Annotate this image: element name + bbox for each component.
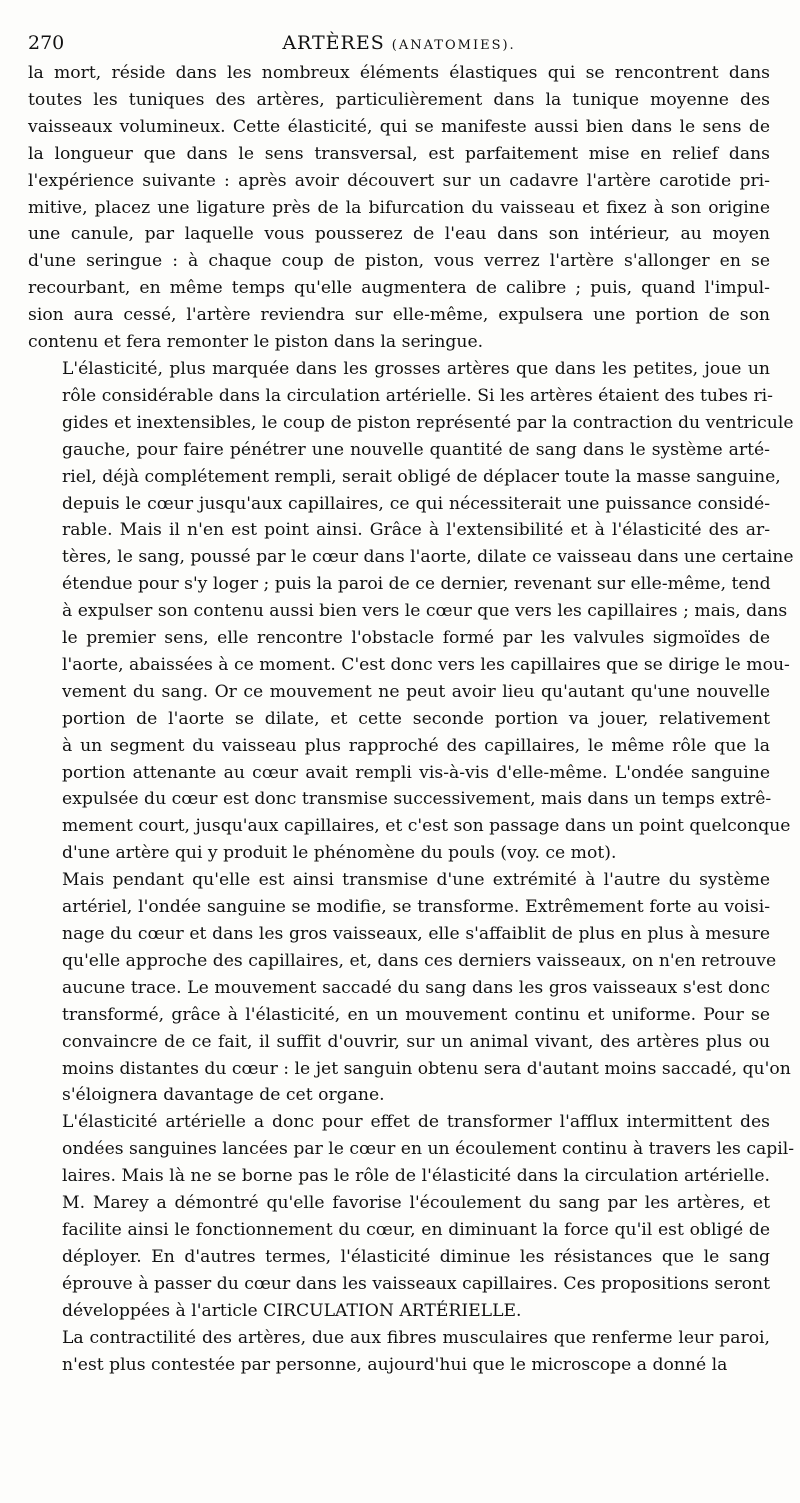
text-line: l'expérience suivante : après avoir découvert sur un cadavre l'artère carotide pri- bbox=[28, 170, 770, 191]
text-line: d'une artère qui y produit le phénomène du pouls (voy. ce mot). bbox=[62, 843, 617, 864]
text-line: depuis le cœur jusqu'aux capillaires, ce qui nécessiterait une puissance considé- bbox=[62, 493, 770, 514]
text-line: riel, déjà complétement rempli, serait obligé de déplacer toute la masse sanguine, bbox=[62, 466, 781, 487]
text-line: la mort, réside dans les nombreux éléments élastiques qui se rencontrent dans bbox=[28, 63, 770, 83]
paragraph bbox=[28, 867, 791, 1109]
text-line: vaisseaux volumineux. Cette élasticité, qui se manifeste aussi bien dans le sens de bbox=[28, 116, 770, 137]
running-head bbox=[28, 30, 770, 56]
text-line: toutes les tuniques des artères, particulièrement dans la tunique moyenne des bbox=[28, 89, 770, 110]
text-line: portion de l'aorte se dilate, et cette seconde portion va jouer, relativement bbox=[62, 708, 770, 729]
text-line: gauche, pour faire pénétrer une nouvelle quantité de sang dans le système arté- bbox=[62, 439, 770, 460]
text-line: recourbant, en même temps qu'elle augmentera de calibre ; puis, quand l'impul- bbox=[28, 278, 770, 299]
text-line: éprouve à passer du cœur dans les vaisseaux capillaires. Ces propositions seront bbox=[62, 1273, 770, 1294]
text-line: la longueur que dans le sens transversal, est parfaitement mise en relief dans bbox=[28, 143, 770, 164]
text-line: La contractilité des artères, due aux fibres musculaires que renferme leur paroi, bbox=[62, 1327, 770, 1348]
text-line: développées à l'article CIRCULATION ARTÉRIELLE. bbox=[62, 1300, 522, 1321]
text-line: L'élasticité, plus marquée dans les grosses artères que dans les petites, joue un bbox=[62, 358, 770, 379]
paragraph bbox=[28, 1109, 795, 1324]
text-line: tères, le sang, poussé par le cœur dans l'aorte, dilate ce vaisseau dans une certaine bbox=[62, 547, 794, 568]
page-number: 270 bbox=[28, 32, 65, 54]
text-line: s'éloignera davantage de cet organe. bbox=[62, 1085, 385, 1106]
text-line: Mais pendant qu'elle est ainsi transmise d'une extrémité à l'autre du système bbox=[62, 870, 770, 891]
text-line: L'élasticité artérielle a donc pour effet de transformer l'afflux intermittent des bbox=[62, 1112, 770, 1133]
text-line: l'aorte, abaissées à ce moment. C'est donc vers les capillaires que se dirige le mou- bbox=[62, 654, 790, 675]
text-line: mement court, jusqu'aux capillaires, et c'est son passage dans un point quelconque bbox=[62, 816, 791, 837]
text-line: déployer. En d'autres termes, l'élasticité diminue les résistances que le sang bbox=[62, 1246, 770, 1267]
text-line: le premier sens, elle rencontre l'obstacle formé par les valvules sigmoïdes de bbox=[62, 628, 770, 649]
text-line: à un segment du vaisseau plus rapproché des capillaires, le même rôle que la bbox=[62, 735, 770, 756]
text-line: laires. Mais là ne se borne pas le rôle de l'élasticité dans la circulation artérielle. bbox=[62, 1166, 770, 1187]
scan-specks bbox=[90, 1462, 770, 1472]
text-line: M. Marey a démontré qu'elle favorise l'écoulement du sang par les artères, et bbox=[62, 1193, 770, 1214]
text-line: n'est plus contestée par personne, aujourd'hui que le microscope a donné la bbox=[62, 1354, 728, 1375]
text-line: expulsée du cœur est donc transmise successivement, mais dans un temps extrê- bbox=[62, 789, 772, 810]
paragraph bbox=[28, 1325, 770, 1379]
text-line: une canule, par laquelle vous pousserez de l'eau dans son intérieur, au moyen bbox=[28, 224, 770, 245]
text-line: sion aura cessé, l'artère reviendra sur elle-même, expulsera une portion de son bbox=[28, 305, 770, 326]
text-line: d'une seringue : à chaque coup de piston, vous verrez l'artère s'allonger en se bbox=[28, 251, 770, 272]
text-line: nage du cœur et dans les gros vaisseaux, elle s'affaiblit de plus en plus à mesure bbox=[62, 924, 770, 944]
header-subtitle: (ANATOMIES). bbox=[391, 38, 516, 53]
text-line: contenu et fera remonter le piston dans la seringue. bbox=[28, 332, 484, 353]
text-line: étendue pour s'y loger ; puis la paroi de ce dernier, revenant sur elle-même, tend bbox=[62, 574, 771, 595]
page-header-title bbox=[28, 30, 770, 59]
header-title: ARTÈRES bbox=[282, 32, 385, 54]
text-line: vement du sang. Or ce mouvement ne peut avoir lieu qu'autant qu'une nouvelle bbox=[62, 681, 770, 702]
text-line: convaincre de ce fait, il suffit d'ouvrir, sur un animal vivant, des artères plus ou bbox=[62, 1031, 770, 1052]
body-text bbox=[28, 60, 795, 1378]
text-line: aucune trace. Le mouvement saccadé du sang dans les gros vaisseaux s'est donc bbox=[62, 977, 770, 998]
text-line: rable. Mais il n'en est point ainsi. Grâce à l'extensibilité et à l'élasticité des ar- bbox=[62, 520, 770, 541]
paragraph bbox=[28, 60, 770, 356]
text-line: artériel, l'ondée sanguine se modifie, se transforme. Extrêmement forte au voisi- bbox=[62, 897, 770, 918]
text-line: portion attenante au cœur avait rempli vis-à-vis d'elle-même. L'ondée sanguine bbox=[62, 762, 770, 783]
text-line: rôle considérable dans la circulation artérielle. Si les artères étaient des tubes ri- bbox=[62, 385, 773, 406]
text-line: ondées sanguines lancées par le cœur en un écoulement continu à travers les capil- bbox=[62, 1139, 795, 1160]
text-line: à expulser son contenu aussi bien vers le cœur que vers les capillaires ; mais, dans bbox=[62, 601, 788, 622]
text-line: moins distantes du cœur : le jet sanguin obtenu sera d'autant moins saccadé, qu'on bbox=[62, 1058, 791, 1079]
text-line: facilite ainsi le fonctionnement du cœur, en diminuant la force qu'il est obligé de bbox=[62, 1219, 770, 1240]
text-line: mitive, placez une ligature près de la bifurcation du vaisseau et fixez à son origine bbox=[28, 197, 770, 218]
paragraph bbox=[28, 356, 794, 867]
text-line: gides et inextensibles, le coup de piston représenté par la contraction du ventricule bbox=[62, 412, 794, 433]
text-line: qu'elle approche des capillaires, et, dans ces derniers vaisseaux, on n'en retrouve bbox=[62, 950, 777, 971]
text-line: transformé, grâce à l'élasticité, en un mouvement continu et uniforme. Pour se bbox=[62, 1004, 770, 1025]
